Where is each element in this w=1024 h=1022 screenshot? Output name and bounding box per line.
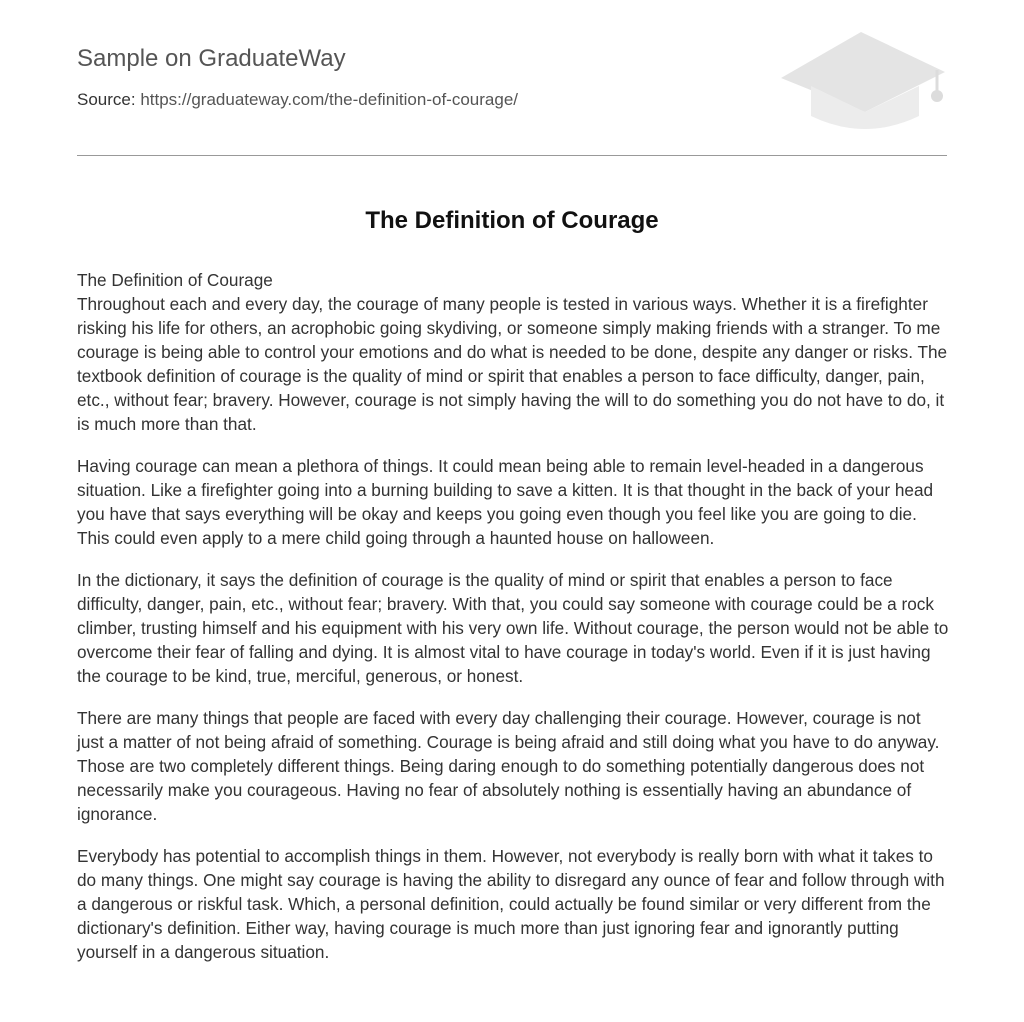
page-header — [77, 0, 947, 156]
graduation-cap-icon — [781, 30, 949, 134]
paragraph — [77, 268, 949, 436]
paragraph: Having courage can mean a plethora of things. It could mean being able to remain level-headed in a dangerous situation. Like a firefighter going into a burning building to save a kitten. It is that thought in the back of your head you have that says everything will be okay and keeps you going even though you feel like you are going to die. This could even apply to a mere child going through a haunted house on halloween. — [77, 456, 934, 548]
source-label: Source: — [77, 90, 136, 109]
source-link[interactable]: https://graduateway.com/the-definition-of-courage/ — [140, 90, 518, 109]
paragraph: Everybody has potential to accomplish things in them. However, not everybody is really born with what it takes to do many things. One might say courage is having the ability to disregard any ounce of fear and follow through with a dangerous or riskful task. Which, a personal definition, could actually be found similar or very different from the dictionary's definition. Either way, having courage is much more than just ignoring fear and ignorantly putting yourself in a dangerous situation. — [77, 846, 945, 962]
paragraph: There are many things that people are faced with every day challenging their courage. However, courage is not just a matter of not being afraid of something. Courage is being afraid and still doing what you have to do anyway. Those are two completely different things. Being daring enough to do something potentially dangerous does not necessarily make you courageous. Having no fear of absolutely nothing is essentially having an abundance of ignorance. — [77, 708, 940, 824]
document-title: The Definition of Courage — [365, 207, 659, 234]
paragraph: In the dictionary, it says the definition of courage is the quality of mind or spirit that enables a person to face difficulty, danger, pain, etc., without fear; bravery. With that, you could say someone with courage could be a rock climber, trusting himself and his equipment with his very own life. Without courage, the person would not be able to overcome their fear of falling and dying. It is almost vital to have courage in today's world. Even if it is just having the courage to be kind, true, merciful, generous, or honest. — [77, 570, 949, 686]
site-title: Sample on GraduateWay — [77, 45, 346, 72]
header-divider — [77, 155, 947, 156]
source-line — [77, 89, 518, 111]
document-body — [77, 268, 949, 982]
paragraph-text: Throughout each and every day, the courage of many people is tested in various ways. Whether it is a firefighter risking his life for others, an acrophobic going skydiving, or someone simply making friends with a stranger. To me courage is being able to control your emotions and do what is needed to be done, despite any danger or risks. The textbook definition of courage is the quality of mind or spirit that enables a person to face difficulty, danger, pain, etc., without fear; bravery. However, courage is not simply having the will to do something you do not have to do, it is much more than that. — [77, 294, 948, 434]
document-subtitle: The Definition of Courage — [77, 270, 273, 290]
